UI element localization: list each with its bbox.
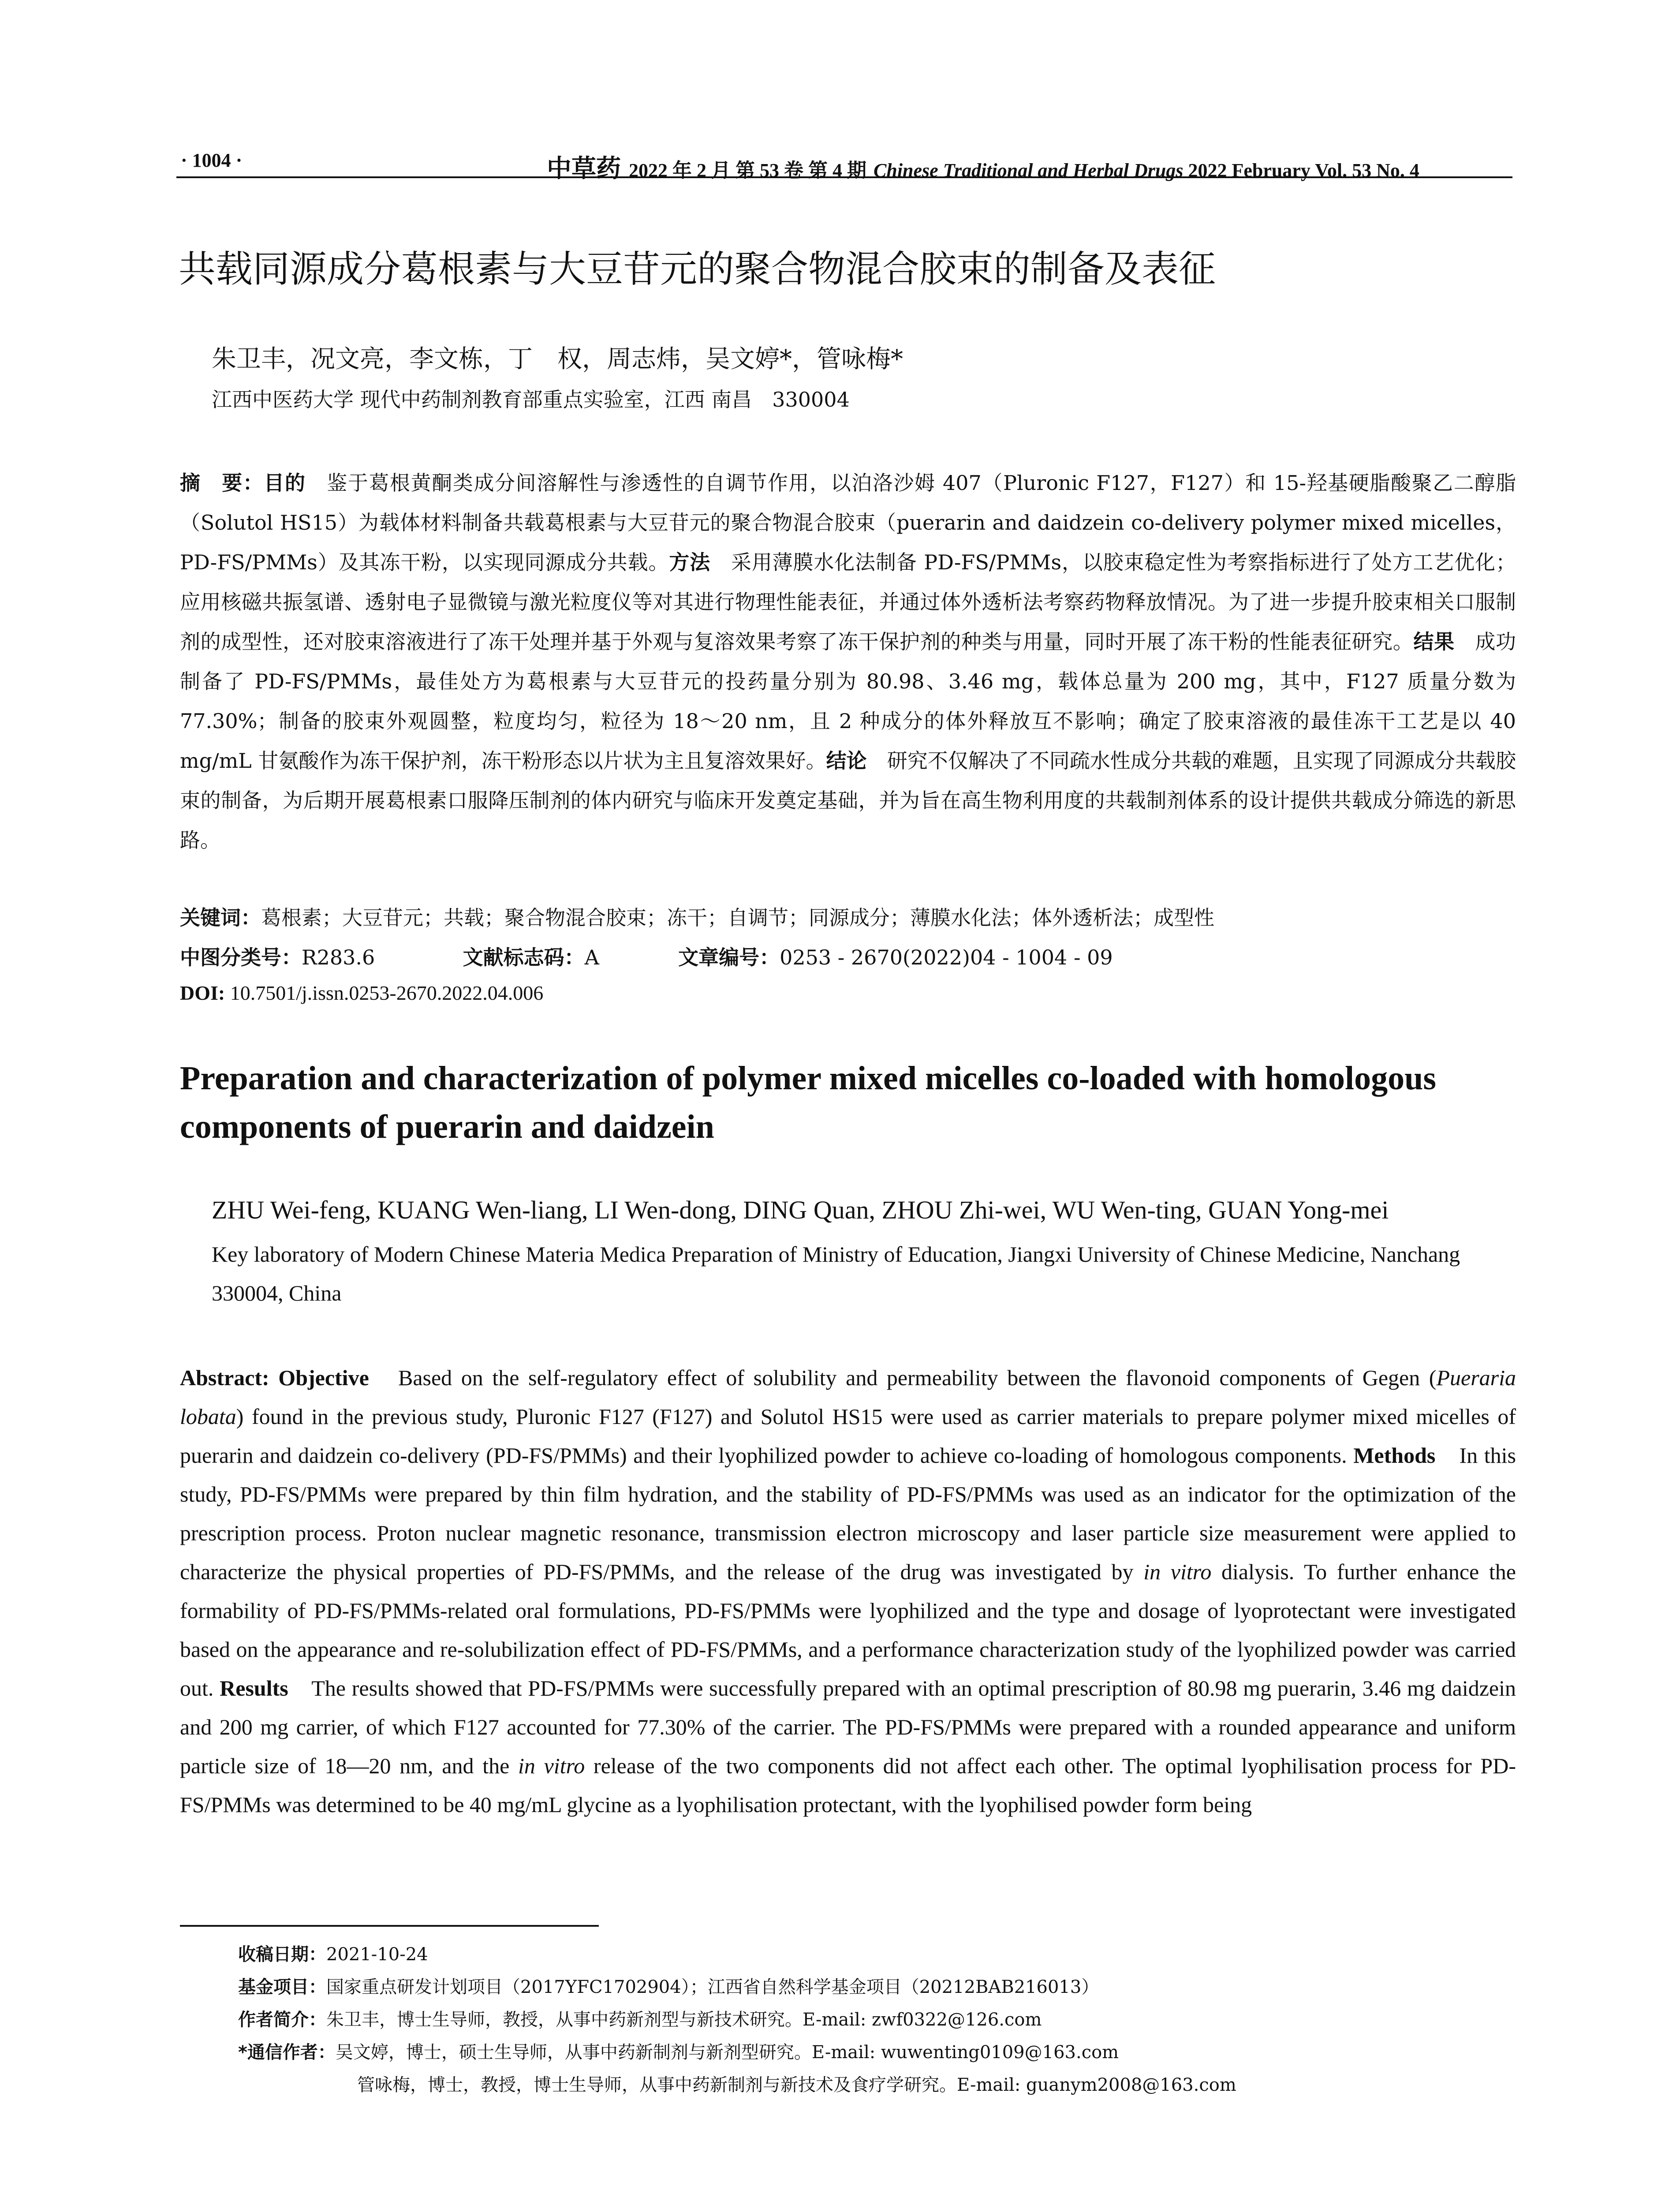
fund-label: 基金项目： (238, 1977, 326, 1997)
abstract-en (180, 1358, 1516, 1824)
results-label-en: Results (220, 1676, 288, 1700)
title-cn: 共载同源成分葛根素与大豆苷元的聚合物混合胶束的制备及表征 (179, 247, 1216, 291)
issue-cn: 2022 年 2 月 第 53 卷 第 4 期 (629, 160, 866, 181)
footnote-corresponding-2 (238, 2069, 1517, 2101)
methods-text-cn: 采用薄膜水化法制备 PD-FS/PMMs，以胶束稳定性为考察指标进行了处方工艺优化；应用核磁共振氢谱、透射电子显微镜与激光粒度仪等对其进行物理性能表征，并通过体外透析法考察药物释放情况。为了进一步提升胶束相关口服制剂的成型性，还对胶束溶液进行了冻干处理并基于外观与复溶效果考察了冻干保护剂的种类与用量，同时开展了冻干粉的性能表征研究。 (180, 550, 1516, 654)
bio-label: 作者简介： (238, 2010, 326, 2030)
objective-text-en-cont: ) found in the previous study, Pluronic F127 (F127) and Solutol HS15 were used as carrier materials to prepare polymer mixed micelles of puerarin and daidzein co-delivery (PD-FS/PMMs) and their lyophilized powder to achieve co-loading of homologous components. (180, 1404, 1516, 1468)
bio-text: 朱卫丰，博士生导师，教授，从事中药新剂型与新技术研究。E-mail: zwf0322@126.com (326, 2010, 1042, 2030)
methods-text-en-cont: dialysis. To further enhance the formability of PD-FS/PMMs-related oral formulations, PD-FS/PMMs were lyophilized and the type and dosage of lyoprotectant were investigated based on the appearance and re-solubilization effect of PD-FS/PMMs, and a performance characterization study of the lyophilized powder was carried out. (180, 1559, 1516, 1700)
title-en: Preparation and characterization of polymer mixed micelles co-loaded with homologous components of puerarin and daidzein (180, 1060, 1436, 1145)
footnote-bio (238, 2003, 1517, 2036)
authors-en: ZHU Wei-feng, KUANG Wen-liang, LI Wen-dong, DING Quan, ZHOU Zhi-wei, WU Wen-ting, GUAN Yong-mei (212, 1196, 1389, 1224)
affiliation-cn: 江西中医药大学 现代中药制剂教育部重点实验室，江西 南昌 330004 (212, 388, 850, 411)
in-vitro-term: in vitro (1143, 1559, 1212, 1584)
footnotes (238, 1938, 1517, 2101)
footnote-received (238, 1938, 1517, 1971)
conclusion-label-cn: 结论 (826, 749, 867, 773)
affiliation-en: Key laboratory of Modern Chinese Materia Medica Preparation of Ministry of Education, Jiangxi University of Chinese Medicine, Nanchang 330004, China (212, 1242, 1460, 1305)
received-label: 收稿日期： (238, 1944, 326, 1965)
footnote-divider (180, 1925, 599, 1927)
conclusion-text-cn: 研究不仅解决了不同疏水性成分共载的难题，且实现了同源成分共载胶束的制备，为后期开展葛根素口服降压制剂的体内研究与临床开发奠定基础，并为旨在高生物利用度的共载制剂体系的设计提供共载成分筛选的新思路。 (180, 749, 1516, 852)
keywords-label-cn: 关键词： (180, 906, 261, 930)
keywords-text-cn: 葛根素；大豆苷元；共载；聚合物混合胶束；冻干；自调节；同源成分；薄膜水化法；体外透析法；成型性 (261, 906, 1214, 930)
corresponding-author-2: 管咏梅，博士，教授，博士生导师，从事中药新制剂与新技术及食疗学研究。E-mail: guanym2008@163.com (357, 2075, 1236, 2095)
clc-value: R283.6 (302, 946, 375, 969)
doi-row (180, 981, 543, 1005)
results-text-cn: 成功制备了 PD-FS/PMMs，最佳处方为葛根素与大豆苷元的投药量分别为 80.98、3.46 mg，载体总量为 200 mg，其中，F127 质量分数为 77.30%；制备的胶束外观圆整，粒度均匀，粒径为 18～20 nm，且 2 种成分的体外释放互不影响；确定了胶束溶液的最佳冻干工艺是以 40 mg/mL 甘氨酸作为冻干保护剂，冻干粉形态以片状为主且复溶效果好。 (180, 630, 1516, 773)
running-header (176, 146, 1512, 183)
objective-text-en: Based on the self-regulatory effect of solubility and permeability between the flavonoid components of Gegen ( (369, 1365, 1437, 1390)
footnote-corresponding (238, 2036, 1517, 2069)
in-vitro-term-2: in vitro (518, 1753, 585, 1778)
journal-info (547, 149, 1419, 184)
clc-label: 中图分类号： (180, 946, 302, 969)
authors-cn: 朱卫丰，况文亮，李文栋，丁 权，周志炜，吴文婷*，管咏梅* (212, 345, 903, 374)
species-name: Pueraria lobata (180, 1365, 1516, 1429)
footnote-fund (238, 1971, 1517, 2003)
doc-code-label: 文献标志码： (463, 946, 585, 969)
page-number: · 1004 · (181, 149, 243, 171)
abstract-label-en: Abstract: Objective (180, 1365, 369, 1390)
doi-label: DOI: (180, 982, 225, 1004)
results-text-en-cont: release of the two components did not affect each other. The optimal lyophilisation process for PD-FS/PMMs was determined to be 40 mg/mL glycine as a lyophilisation protectant, with the lyophilised powder form being (180, 1753, 1516, 1817)
classification-row (180, 942, 1113, 971)
article-no-value: 0253 - 2670(2022)04 - 1004 - 09 (780, 946, 1113, 969)
doc-code-value: A (584, 946, 599, 969)
corresponding-label: *通信作者： (238, 2042, 336, 2063)
objective-label-cn: 目的 (264, 471, 306, 495)
issue-en: 2022 February Vol. 53 No. 4 (1188, 160, 1419, 181)
keywords-cn (180, 902, 1214, 931)
article-no-label: 文章编号： (678, 946, 780, 969)
methods-label-cn: 方法 (669, 550, 711, 574)
results-text-en: The results showed that PD-FS/PMMs were successfully prepared with an optimal prescription of 80.98 mg puerarin, 3.46 mg daidzein and 200 mg carrier, of which F127 accounted for 77.30% of the carrier. The PD-FS/PMMs were prepared with a rounded appearance and uniform particle size of 18—20 nm, and the (180, 1676, 1516, 1778)
journal-name-en: Chinese Traditional and Herbal Drugs (874, 160, 1183, 181)
methods-label-en: Methods (1353, 1443, 1436, 1468)
results-label-cn: 结果 (1413, 630, 1455, 654)
corresponding-author-1: 吴文婷，博士，硕士生导师，从事中药新制剂与新剂型研究。E-mail: wuwenting0109@163.com (335, 2042, 1119, 2063)
abstract-label-cn: 摘 要： (180, 471, 264, 495)
methods-text-en: In this study, PD-FS/PMMs were prepared by thin film hydration, and the stability of PD-FS/PMMs was used as an indicator for the optimization of the prescription process. Proton nuclear magnetic resonance, transmission electron microscopy and laser particle size measurement were applied to characterize the physical properties of PD-FS/PMMs, and the release of the drug was investigated by (180, 1443, 1516, 1584)
doi-value: 10.7501/j.issn.0253-2670.2022.04.006 (225, 982, 544, 1004)
objective-text-cn: 鉴于葛根黄酮类成分间溶解性与渗透性的自调节作用，以泊洛沙姆 407（Pluronic F127，F127）和 15-羟基硬脂酸聚乙二醇脂（Solutol HS15）为载体材料制备共载葛根素与大豆苷元的聚合物混合胶束（puerarin and daidzein co-delivery polymer mixed micelles，PD-FS/PMMs）及其冻干粉，以实现同源成分共载。 (180, 471, 1516, 574)
received-date: 2021-10-24 (326, 1944, 428, 1965)
journal-name-cn: 中草药 (547, 155, 621, 183)
fund-text: 国家重点研发计划项目（2017YFC1702904）；江西省自然科学基金项目（20212BAB216013） (326, 1977, 1099, 1997)
abstract-cn (180, 463, 1516, 860)
